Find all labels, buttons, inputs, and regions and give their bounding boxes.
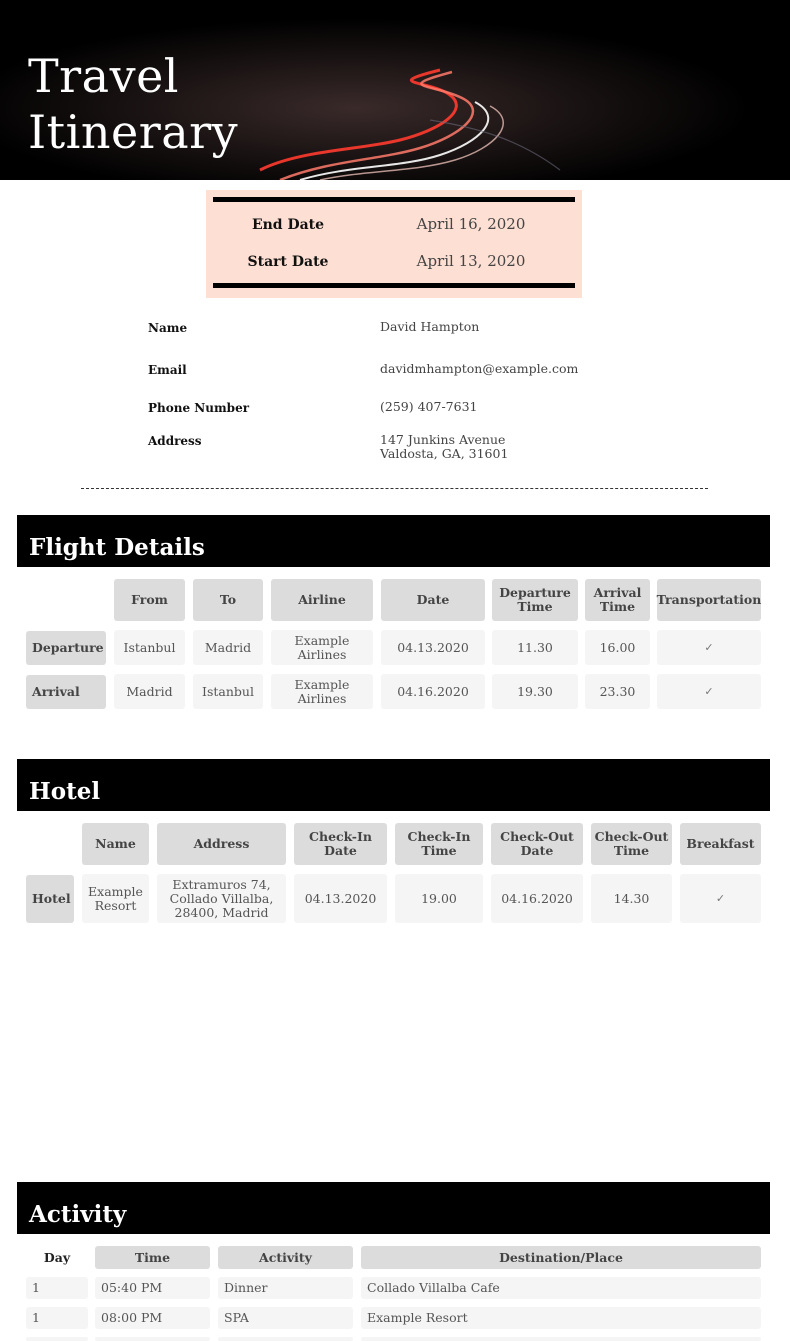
flight-section-title: Flight Details [29, 534, 205, 561]
flight-col-arrival-time: Arrival Time [585, 579, 650, 621]
table-cell: Extramuros 74, Collado Villalba, 28400, Madrid [157, 874, 286, 923]
hotel-section-title: Hotel [29, 778, 101, 805]
start-date-value: April 13, 2020 [416, 252, 526, 270]
table-cell [26, 1337, 88, 1341]
phone-value: (259) 407-7631 [380, 399, 478, 414]
table-cell: 19.30 [492, 674, 578, 709]
breakfast-cell [680, 874, 761, 923]
activity-col-destination: Destination/Place [361, 1246, 761, 1269]
table-cell: Madrid [193, 630, 263, 665]
end-date-label: End Date [251, 217, 325, 233]
activity-col-day: Day [43, 1249, 71, 1265]
check-icon: ✓ [715, 891, 726, 905]
table-cell: Istanbul [193, 674, 263, 709]
activity-col-time: Time [95, 1246, 210, 1269]
address-line-2: Valdosta, GA, 31601 [380, 446, 509, 461]
table-cell: 08:00 PM [95, 1307, 210, 1329]
flight-col-from: From [114, 579, 185, 621]
table-cell [218, 1337, 353, 1341]
flight-col-date: Date [381, 579, 485, 621]
table-cell: 14.30 [591, 874, 672, 923]
table-cell: Istanbul [114, 630, 185, 665]
table-cell [95, 1337, 210, 1341]
name-label: Name [148, 321, 188, 335]
table-cell: 1 [26, 1277, 88, 1299]
header-banner [0, 0, 790, 180]
flight-row-departure-label: Departure [26, 631, 106, 665]
flight-section-header [17, 515, 770, 567]
flight-col-to: To [193, 579, 263, 621]
table-cell: 19.00 [395, 874, 483, 923]
email-label: Email [148, 363, 187, 377]
check-icon: ✓ [704, 684, 714, 698]
table-cell: Example Airlines [271, 674, 373, 709]
table-cell: 23.30 [585, 674, 650, 709]
end-date-value: April 16, 2020 [416, 215, 526, 233]
dashed-divider [81, 488, 708, 489]
flight-col-airline: Airline [271, 579, 373, 621]
address-value [380, 433, 508, 461]
table-cell: Collado Villalba Cafe [361, 1277, 761, 1299]
table-cell: 04.13.2020 [294, 874, 387, 923]
table-cell [361, 1337, 761, 1341]
email-value: davidmhampton@example.com [380, 361, 579, 376]
table-cell: Dinner [218, 1277, 353, 1299]
dates-bottom-rule [213, 283, 575, 288]
page-title [28, 48, 238, 160]
name-value: David Hampton [380, 319, 480, 334]
table-cell: Example Airlines [271, 630, 373, 665]
activity-section-title: Activity [29, 1201, 127, 1228]
table-cell: 05:40 PM [95, 1277, 210, 1299]
activity-col-activity: Activity [218, 1246, 353, 1269]
flight-row-arrival-label: Arrival [26, 675, 106, 709]
table-cell: 04.13.2020 [381, 630, 485, 665]
table-cell: 04.16.2020 [491, 874, 583, 923]
table-cell: Madrid [114, 674, 185, 709]
table-cell: 04.16.2020 [381, 674, 485, 709]
transportation-cell [657, 674, 761, 709]
table-cell: SPA [218, 1307, 353, 1329]
check-icon: ✓ [704, 640, 714, 654]
activity-section-header [17, 1182, 770, 1234]
transportation-cell [657, 630, 761, 665]
hotel-col-check-out-time: Check-Out Time [591, 823, 672, 865]
table-cell: 1 [26, 1307, 88, 1329]
trip-dates-box [206, 190, 582, 298]
hotel-col-name: Name [82, 823, 149, 865]
flight-col-transportation: Transportation [657, 579, 761, 621]
address-label: Address [148, 434, 202, 448]
start-date-label: Start Date [247, 254, 329, 270]
dates-top-rule [213, 197, 575, 202]
hotel-col-breakfast: Breakfast [680, 823, 761, 865]
hotel-section-header [17, 759, 770, 811]
hotel-col-check-out-date: Check-Out Date [491, 823, 583, 865]
hotel-col-check-in-time: Check-In Time [395, 823, 483, 865]
phone-label: Phone Number [148, 401, 250, 415]
hotel-col-address: Address [157, 823, 286, 865]
hotel-row-label: Hotel [26, 875, 74, 923]
title-line-2: Itinerary [28, 105, 239, 159]
address-line-1: 147 Junkins Avenue [380, 432, 506, 447]
table-cell: Example Resort [82, 874, 149, 923]
title-line-1: Travel [28, 49, 180, 103]
table-cell: Example Resort [361, 1307, 761, 1329]
table-cell: 16.00 [585, 630, 650, 665]
hotel-col-check-in-date: Check-In Date [294, 823, 387, 865]
table-cell: 11.30 [492, 630, 578, 665]
flight-col-departure-time: Departure Time [492, 579, 578, 621]
